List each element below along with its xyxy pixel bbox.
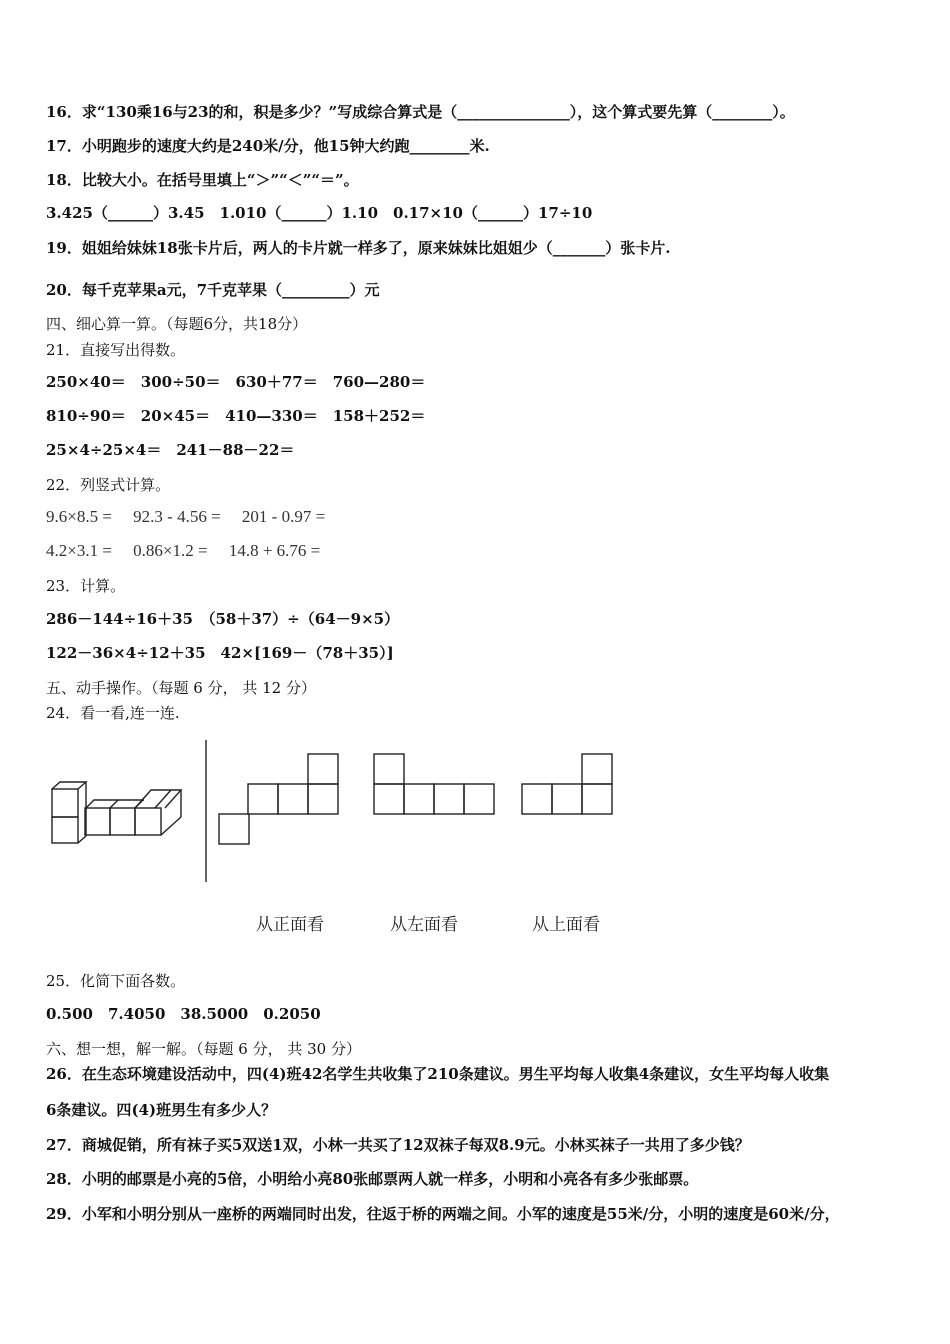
- question-21-row-1: 250×40＝ 300÷50＝ 630＋77＝ 760—280＝: [46, 373, 426, 391]
- section-4-heading: 四、细心算一算。（每题6分，共18分）: [46, 315, 308, 333]
- question-23-row-2: 122－36×4÷12＋35 42×[169－（78＋35）]: [46, 644, 394, 662]
- question-18-items: 3.425（______）3.45 1.010（______）1.10 0.17×10（______）17÷10: [46, 204, 593, 222]
- question-21: 21．直接写出得数。: [46, 341, 186, 359]
- cube-solid-illustration: [52, 782, 181, 843]
- question-22-row-1: 9.6×8.5 = 92.3 - 4.56 = 201 - 0.97 =: [46, 507, 326, 526]
- question-19: 19．姐姐给妹妹18张卡片后，两人的卡片就一样多了，原来妹妹比姐姐少（_______）张卡片.: [46, 239, 671, 257]
- section-6-heading: 六、想一想，解一解。（每题 6 分， 共 30 分）: [46, 1040, 361, 1058]
- question-28: 28．小明的邮票是小亮的5倍，小明给小亮80张邮票两人就一样多，小明和小亮各有多少张邮票。: [46, 1170, 699, 1188]
- label-front-view: 从正面看: [256, 915, 324, 935]
- view-option-2: [374, 754, 494, 814]
- question-20: 20．每千克苹果a元，7千克苹果（_________）元: [46, 281, 380, 299]
- question-25: 25．化简下面各数。: [46, 972, 186, 990]
- question-23-row-1: 286－144÷16＋35 （58＋37）÷（64－9×5）: [46, 610, 400, 628]
- question-18: 18．比较大小。在括号里填上“＞”“＜”“＝”。: [46, 171, 359, 189]
- view-option-3: [522, 754, 612, 814]
- question-29: 29．小军和小明分别从一座桥的两端同时出发，往返于桥的两端之间。小军的速度是55米/分，小明的速度是60米/分，: [46, 1205, 840, 1223]
- question-16: 16．求“130乘16与23的和，积是多少？”写成综合算式是（_______________），这个算式要先算（________）。: [46, 103, 795, 121]
- question-17: 17．小明跑步的速度大约是240米/分，他15钟大约跑________米.: [46, 137, 490, 155]
- question-23: 23．计算。: [46, 577, 126, 595]
- view-option-1: [219, 754, 338, 844]
- question-26-line-1: 26．在生态环境建设活动中，四(4)班42名学生共收集了210条建议。男生平均每人收集4条建议，女生平均每人收集: [46, 1065, 830, 1083]
- section-5-heading: 五、动手操作。（每题 6 分， 共 12 分）: [46, 679, 316, 697]
- label-top-view: 从上面看: [532, 915, 600, 935]
- question-24: 24．看一看,连一连.: [46, 704, 180, 722]
- question-26-line-2: 6条建议。四(4)班男生有多少人？: [46, 1101, 277, 1119]
- question-22: 22．列竖式计算。: [46, 476, 171, 494]
- question-25-items: 0.500 7.4050 38.5000 0.2050: [46, 1005, 321, 1023]
- question-21-row-2: 810÷90＝ 20×45＝ 410—330＝ 158＋252＝: [46, 407, 426, 425]
- label-left-view: 从左面看: [390, 915, 458, 935]
- question-21-row-3: 25×4÷25×4＝ 241－88－22＝: [46, 441, 295, 459]
- question-22-row-2: 4.2×3.1 = 0.86×1.2 = 14.8 + 6.76 =: [46, 541, 321, 560]
- question-27: 27．商城促销，所有袜子买5双送1双，小林一共买了12双袜子每双8.9元。小林买袜子一共用了多少钱？: [46, 1136, 750, 1154]
